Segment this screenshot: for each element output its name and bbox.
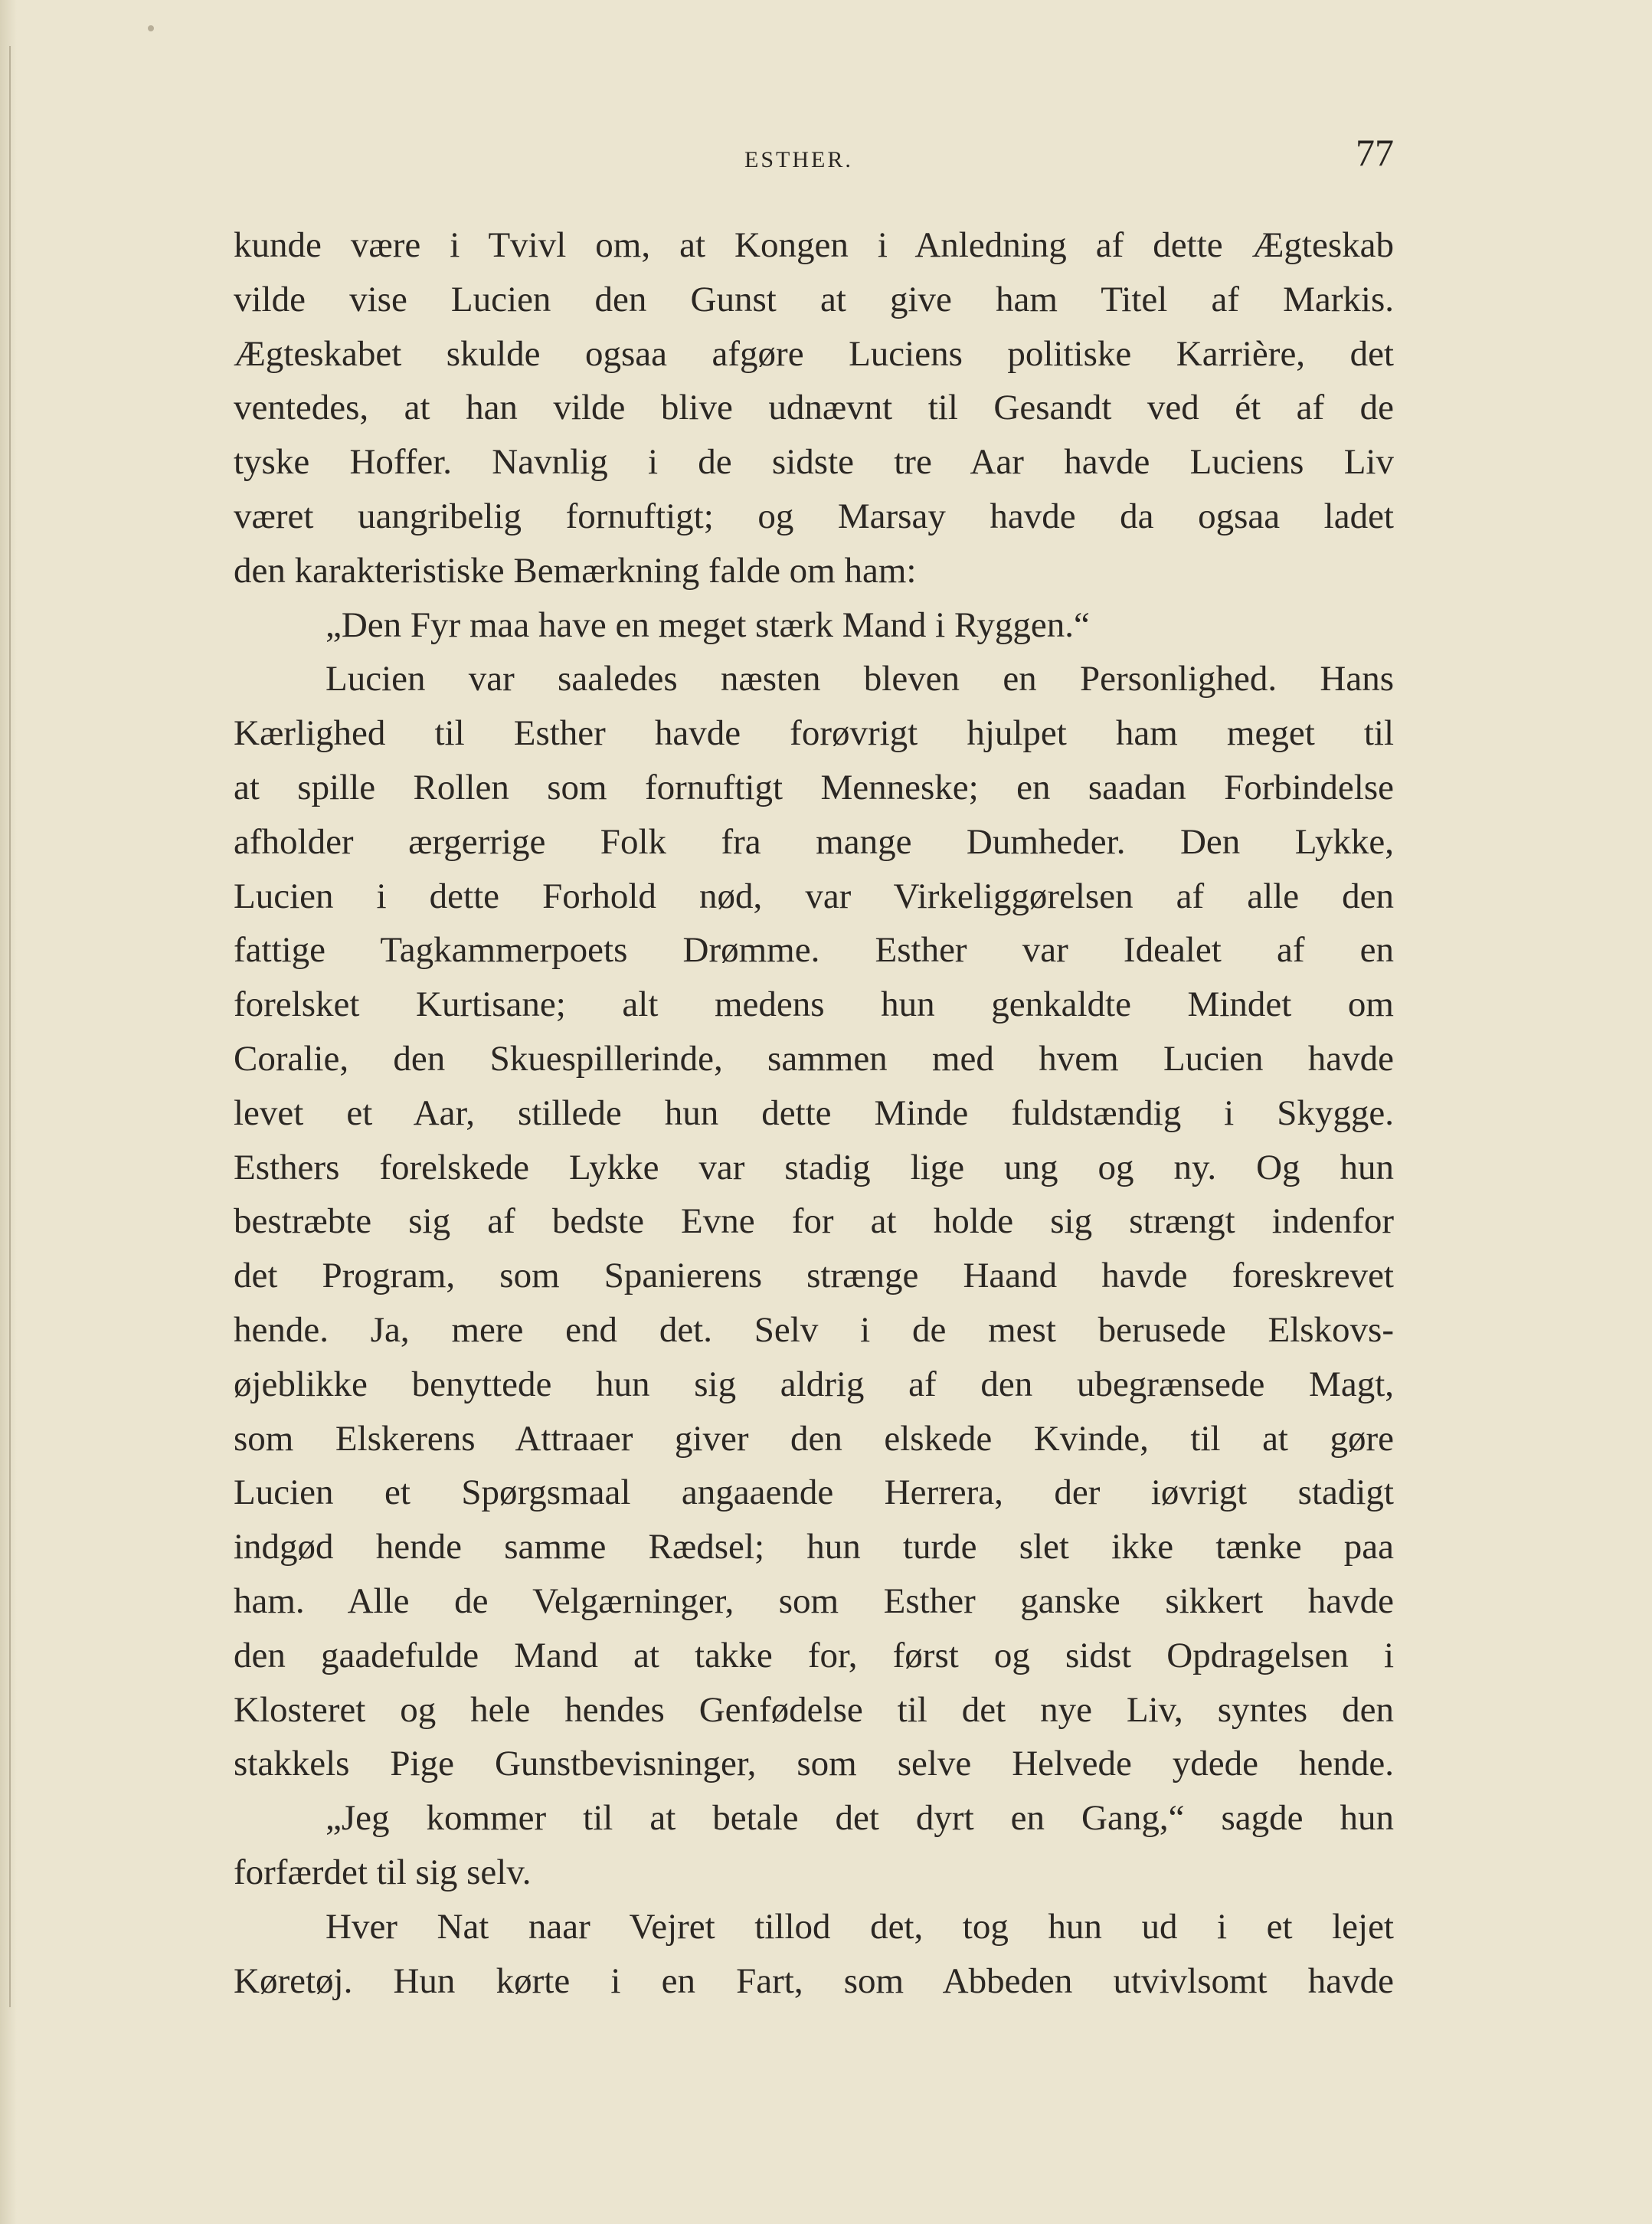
text-line: forfærdet til sig selv. — [234, 1852, 532, 1892]
text-line: Hver Nat naar Vejret tillod det, tog hun ud i et lejet — [325, 1906, 1394, 1947]
text-line: forelsket Kurtisane; alt medens hun genkaldte Mindet om — [234, 984, 1394, 1025]
text-line: „Den Fyr maa have en meget stærk Mand i Ryggen.“ — [325, 604, 1090, 645]
page-header — [230, 130, 1394, 184]
text-line: som Elskerens Attraaer giver den elskede Kvinde, til at gøre — [234, 1418, 1394, 1459]
text-line: afholder ærgerrige Folk fra mange Dumheder. Den Lykke, — [234, 821, 1394, 862]
text-line: hende. Ja, mere end det. Selv i de mest berusede Elskovs- — [234, 1309, 1394, 1350]
paper-speck — [148, 25, 154, 31]
text-line: kunde være i Tvivl om, at Kongen i Anledning af dette Ægteskab — [234, 225, 1394, 265]
text-line: Lucien et Spørgsmaal angaaende Herrera, der iøvrigt stadigt — [234, 1472, 1394, 1513]
body-text — [234, 218, 1394, 2008]
text-line: Klosteret og hele hendes Genfødelse til det nye Liv, syntes den — [234, 1689, 1394, 1730]
text-line: Coralie, den Skuespillerinde, sammen med hvem Lucien havde — [234, 1038, 1394, 1079]
running-head: ESTHER. — [744, 147, 853, 172]
text-line: Lucien i dette Forhold nød, var Virkeliggørelsen af alle den — [234, 876, 1394, 916]
text-line: „Jeg kommer til at betale det dyrt en Gang,“ sagde hun — [325, 1798, 1394, 1839]
text-line: Kærlighed til Esther havde forøvrigt hjulpet ham meget til — [234, 713, 1394, 754]
text-line: Ægteskabet skulde ogsaa afgøre Luciens politiske Karrière, det — [234, 333, 1394, 374]
text-line: ham. Alle de Velgærninger, som Esther ganske sikkert havde — [234, 1580, 1394, 1621]
text-line: levet et Aar, stillede hun dette Minde fuldstændig i Skygge. — [234, 1092, 1394, 1133]
text-line: ventedes, at han vilde blive udnævnt til Gesandt ved ét af de — [234, 388, 1394, 428]
text-line: øjeblikke benyttede hun sig aldrig af den ubegrænsede Magt, — [234, 1364, 1394, 1404]
text-line: bestræbte sig af bedste Evne for at holde sig strængt indenfor — [234, 1201, 1394, 1242]
text-line: det Program, som Spanierens strænge Haand havde foreskrevet — [234, 1256, 1394, 1296]
text-line: Køretøj. Hun kørte i en Fart, som Abbeden utvivlsomt havde — [234, 1960, 1394, 2001]
text-line: den gaadefulde Mand at takke for, først og sidst Opdragelsen i — [234, 1635, 1394, 1675]
text-line: været uangribelig fornuftigt; og Marsay havde da ogsaa ladet — [234, 496, 1394, 536]
text-line: fattige Tagkammerpoets Drømme. Esther var Idealet af en — [234, 930, 1394, 971]
text-line: at spille Rollen som fornuftigt Menneske; en saadan Forbindelse — [234, 767, 1394, 807]
text-line: indgød hende samme Rædsel; hun turde slet ikke tænke paa — [234, 1527, 1394, 1567]
text-line: vilde vise Lucien den Gunst at give ham Titel af Markis. — [234, 279, 1394, 319]
text-line: tyske Hoffer. Navnlig i de sidste tre Aar havde Luciens Liv — [234, 442, 1394, 483]
text-line: den karakteristiske Bemærkning falde om ham: — [234, 550, 917, 591]
text-line: Lucien var saaledes næsten bleven en Personlighed. Hans — [325, 659, 1394, 699]
page-binding-edge — [0, 0, 17, 2224]
text-line: stakkels Pige Gunstbevisninger, som selve Helvede ydede hende. — [234, 1744, 1394, 1784]
page-number: 77 — [1356, 131, 1394, 174]
binding-fold-line — [9, 46, 11, 2007]
text-line: Esthers forelskede Lykke var stadig lige ung og ny. Og hun — [234, 1147, 1394, 1187]
